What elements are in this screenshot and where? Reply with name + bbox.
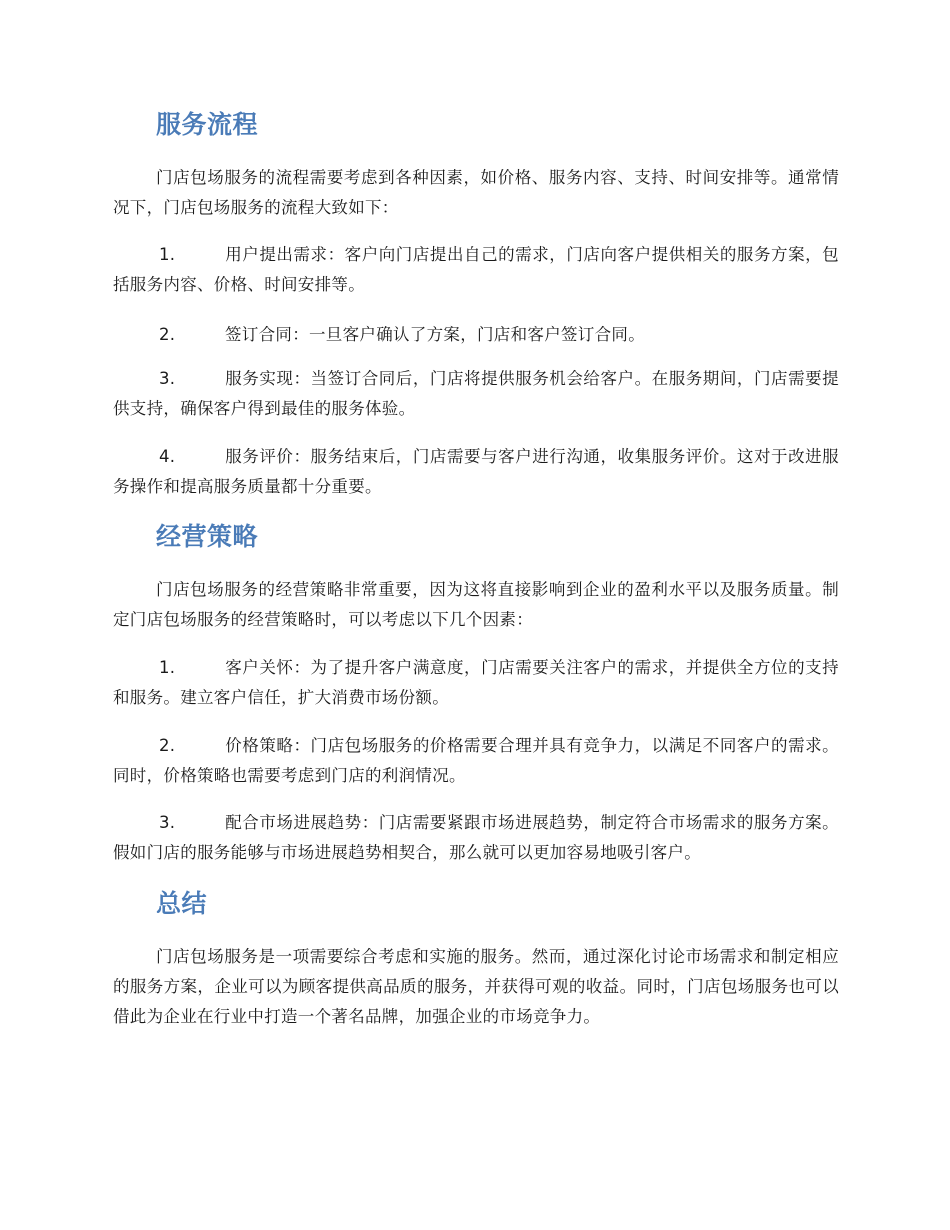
list-item-number: 2.	[159, 325, 176, 344]
section-intro-paragraph: 门店包场服务的流程需要考虑到各种因素，如价格、服务内容、支持、时间安排等。通常情况下，门店包场服务的流程大致如下：	[113, 168, 839, 217]
list-item-text: 服务评价：服务结束后，门店需要与客户进行沟通，收集服务评价。这对于改进服务操作和提高服务质量都十分重要。	[113, 447, 839, 496]
list-item-text: 价格策略：门店包场服务的价格需要合理并具有竞争力，以满足不同客户的需求。同时，价格策略也需要考虑到门店的利润情况。	[113, 736, 839, 785]
list-item	[113, 320, 839, 350]
list-item-text: 客户关怀：为了提升客户满意度，门店需要关注客户的需求，并提供全方位的支持和服务。建立客户信任，扩大消费市场份额。	[113, 658, 839, 707]
list-item-number: 3.	[159, 813, 176, 832]
list-item	[113, 808, 839, 868]
list-item-number: 4.	[159, 447, 176, 466]
list-item	[113, 731, 839, 791]
list-item-text: 服务实现：当签订合同后，门店将提供服务机会给客户。在服务期间，门店需要提供支持，确保客户得到最佳的服务体验。	[113, 369, 839, 418]
section-heading-summary: 总结	[156, 889, 208, 918]
list-item	[113, 364, 839, 424]
list-item-text: 用户提出需求：客户向门店提出自己的需求，门店向客户提供相关的服务方案，包括服务内容、价格、时间安排等。	[113, 245, 839, 294]
list-item-number: 2.	[159, 736, 176, 755]
list-item	[113, 442, 839, 502]
list-item-number: 1.	[159, 658, 176, 677]
section-intro-paragraph: 门店包场服务的经营策略非常重要，因为这将直接影响到企业的盈利水平以及服务质量。制定门店包场服务的经营策略时，可以考虑以下几个因素：	[113, 580, 839, 629]
list-item-number: 3.	[159, 369, 176, 388]
list-item-number: 1.	[159, 245, 176, 264]
section-heading-business-strategy: 经营策略	[156, 522, 259, 551]
list-item	[113, 653, 839, 713]
list-item-text: 签订合同：一旦客户确认了方案，门店和客户签订合同。	[225, 325, 645, 344]
list-item	[113, 240, 839, 300]
summary-paragraph: 门店包场服务是一项需要综合考虑和实施的服务。然而，通过深化讨论市场需求和制定相应的服务方案，企业可以为顾客提供高品质的服务，并获得可观的收益。同时，门店包场服务也可以借此为企业在行业中打造一个著名品牌，加强企业的市场竞争力。	[113, 947, 839, 1026]
list-item-text: 配合市场进展趋势：门店需要紧跟市场进展趋势，制定符合市场需求的服务方案。假如门店的服务能够与市场进展趋势相契合，那么就可以更加容易地吸引客户。	[113, 813, 839, 862]
section-heading-service-flow: 服务流程	[156, 110, 259, 139]
